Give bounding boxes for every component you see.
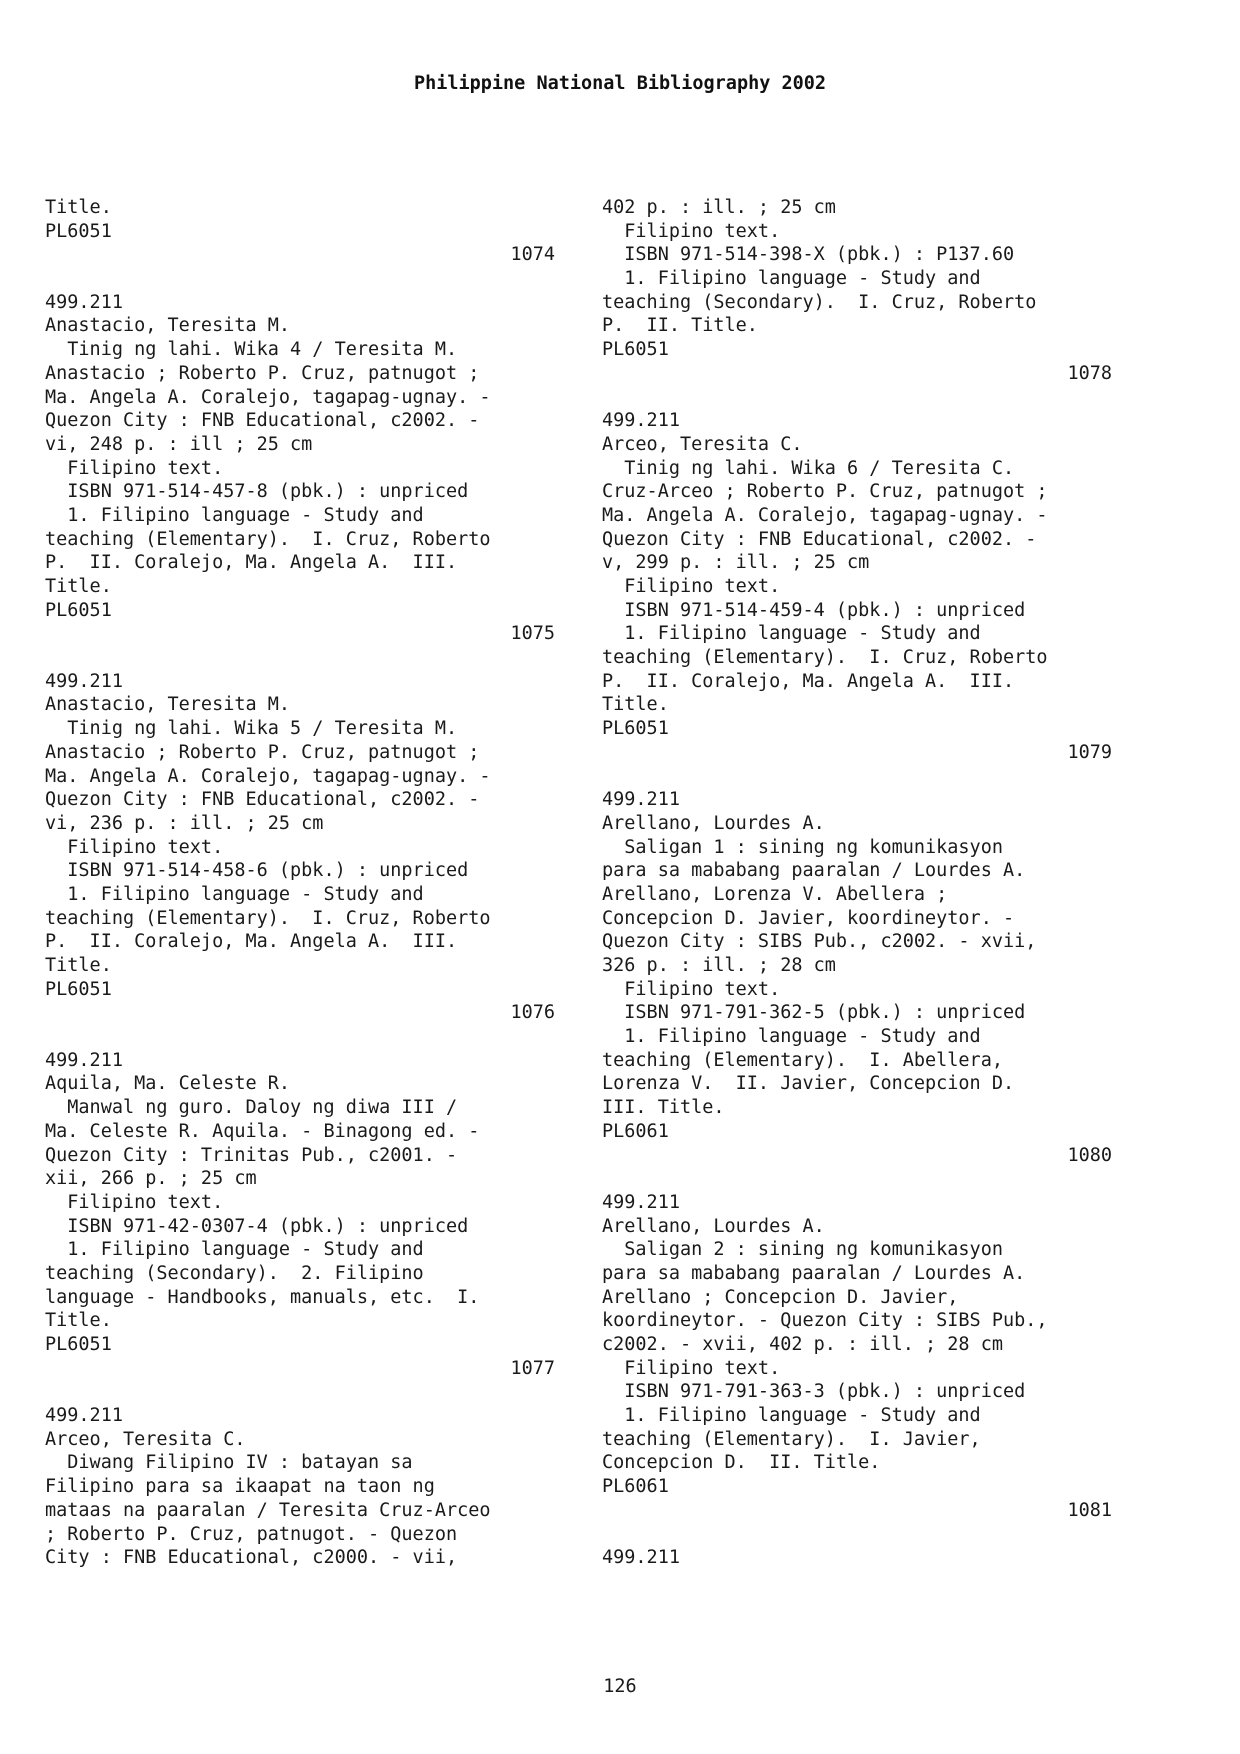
bibliographic-line: Anastacio, Teresita M.	[45, 315, 291, 337]
bibliographic-line: teaching (Secondary). 2. Filipino	[45, 1262, 424, 1284]
bibliographic-line: PL6051	[602, 339, 669, 361]
bibliographic-line: teaching (Elementary). I. Abellera,	[602, 1049, 1003, 1071]
bibliographic-line: 499.211	[602, 789, 680, 811]
bibliographic-line: koordineytor. - Quezon City : SIBS Pub.,	[602, 1310, 1048, 1332]
bibliographic-line: P. II. Coralejo, Ma. Angela A. III.	[45, 931, 458, 953]
bibliographic-line: c2002. - xvii, 402 p. : ill. ; 28 cm	[602, 1334, 1003, 1355]
blank-line	[602, 1523, 1112, 1547]
bibliographic-line: ISBN 971-514-398-X (pbk.) : P137.60	[602, 244, 1015, 266]
blank-line	[45, 267, 555, 291]
bibliographic-line: Filipino text.	[45, 1191, 224, 1213]
bibliographic-line: v, 299 p. : ill. ; 25 cm	[602, 552, 870, 574]
bibliographic-line: Quezon City : Trinitas Pub., c2001. -	[45, 1144, 458, 1166]
blank-line	[602, 1167, 1112, 1191]
bibliographic-line: Arceo, Teresita C.	[602, 433, 803, 455]
bibliographic-line: language - Handbooks, manuals, etc. I.	[45, 1286, 480, 1308]
bibliographic-line: P. II. Coralejo, Ma. Angela A. III.	[602, 670, 1015, 692]
bibliographic-line: ISBN 971-514-457-8 (pbk.) : unpriced	[45, 481, 469, 503]
entry-number: 1075	[510, 623, 555, 645]
bibliographic-line: 1. Filipino language - Study and	[45, 883, 424, 905]
bibliographic-line: 1. Filipino language - Study and	[602, 1026, 981, 1048]
bibliographic-line: Cruz-Arceo ; Roberto P. Cruz, patnugot ;	[602, 481, 1048, 503]
bibliographic-line: 326 p. : ill. ; 28 cm	[602, 955, 836, 976]
bibliographic-line: PL6051	[45, 599, 112, 621]
bibliographic-line: Arellano ; Concepcion D. Javier,	[602, 1286, 959, 1308]
bibliographic-line: ISBN 971-791-363-3 (pbk.) : unpriced	[602, 1381, 1026, 1403]
bibliographic-line: ISBN 971-514-459-4 (pbk.) : unpriced	[602, 599, 1026, 621]
bibliographic-line: Filipino text.	[45, 836, 224, 858]
bibliographic-line: 499.211	[602, 410, 680, 432]
blank-line	[45, 1380, 555, 1404]
left-column	[45, 196, 555, 1570]
bibliographic-line: Title.	[45, 197, 112, 218]
page-number: 126	[603, 1676, 637, 1697]
bibliographic-line: teaching (Elementary). I. Javier,	[602, 1428, 981, 1450]
bibliographic-line: Saligan 1 : sining ng komunikasyon	[602, 836, 1003, 858]
bibliographic-line: Title.	[602, 694, 669, 716]
bibliographic-line: Quezon City : SIBS Pub., c2002. - xvii,	[602, 931, 1037, 953]
bibliographic-line: Ma. Angela A. Coralejo, tagapag-ugnay. -	[45, 386, 491, 408]
entry-number: 1078	[1067, 362, 1112, 384]
bibliographic-line: Arellano, Lourdes A.	[602, 812, 825, 834]
bibliographic-line: Filipino text.	[602, 220, 781, 242]
bibliographic-line: 1. Filipino language - Study and	[602, 1405, 981, 1427]
bibliographic-line: Tinig ng lahi. Wika 4 / Teresita M.	[45, 339, 458, 361]
bibliographic-line: Tinig ng lahi. Wika 6 / Teresita C.	[602, 457, 1015, 479]
bibliographic-line: ISBN 971-514-458-6 (pbk.) : unpriced	[45, 860, 469, 882]
bibliographic-line: P. II. Coralejo, Ma. Angela A. III.	[45, 552, 458, 574]
bibliographic-line: Quezon City : FNB Educational, c2002. -	[45, 789, 480, 811]
bibliographic-line: Filipino text.	[602, 978, 781, 1000]
bibliographic-line: PL6051	[45, 220, 112, 242]
bibliographic-line: Concepcion D. II. Title.	[602, 1452, 881, 1474]
bibliographic-line: Tinig ng lahi. Wika 5 / Teresita M.	[45, 718, 458, 740]
bibliographic-line: teaching (Elementary). I. Cruz, Roberto	[45, 528, 491, 550]
bibliographic-line: para sa mababang paaralan / Lourdes A.	[602, 860, 1026, 882]
bibliographic-line: Arellano, Lorenza V. Abellera ;	[602, 883, 948, 905]
bibliographic-line: Filipino text.	[602, 576, 781, 597]
bibliographic-line: 1. Filipino language - Study and	[45, 1239, 424, 1261]
right-column	[602, 196, 1112, 1570]
bibliographic-line: Concepcion D. Javier, koordineytor. -	[602, 907, 1015, 929]
bibliographic-line: Filipino text.	[602, 1357, 781, 1379]
bibliographic-line: Quezon City : FNB Educational, c2002. -	[45, 410, 480, 432]
bibliographic-line: mataas na paaralan / Teresita Cruz-Arceo	[45, 1499, 491, 1521]
bibliographic-line: Anastacio ; Roberto P. Cruz, patnugot ;	[45, 741, 480, 763]
bibliographic-line: Anastacio, Teresita M.	[45, 694, 291, 716]
bibliographic-line: Ma. Celeste R. Aquila. - Binagong ed. -	[45, 1120, 480, 1142]
bibliographic-line: 499.211	[45, 670, 123, 692]
bibliographic-line: PL6051	[602, 718, 669, 740]
bibliographic-line: ; Roberto P. Cruz, patnugot. - Quezon	[45, 1523, 458, 1545]
bibliographic-line: PL6061	[602, 1120, 669, 1142]
bibliographic-line: teaching (Secondary). I. Cruz, Roberto	[602, 291, 1037, 313]
bibliographic-line: 1. Filipino language - Study and	[602, 268, 981, 290]
blank-line	[45, 1025, 555, 1049]
bibliographic-line: Lorenza V. II. Javier, Concepcion D.	[602, 1073, 1015, 1095]
bibliographic-line: Filipino text.	[45, 457, 224, 479]
bibliographic-line: PL6051	[45, 978, 112, 1000]
bibliographic-line: vi, 248 p. : ill ; 25 cm	[45, 433, 313, 455]
bibliographic-line: Arceo, Teresita C.	[45, 1428, 246, 1450]
bibliographic-line: Anastacio ; Roberto P. Cruz, patnugot ;	[45, 362, 480, 384]
bibliographic-line: Ma. Angela A. Coralejo, tagapag-ugnay. -	[602, 504, 1048, 526]
page-title: Philippine National Bibliography 2002	[413, 73, 827, 94]
bibliographic-line: 1. Filipino language - Study and	[602, 623, 981, 645]
bibliographic-line: Saligan 2 : sining ng komunikasyon	[602, 1239, 1003, 1261]
bibliographic-line: 499.211	[45, 1405, 123, 1427]
bibliographic-line: P. II. Title.	[602, 315, 758, 337]
entry-number: 1080	[1067, 1144, 1112, 1166]
bibliographic-line: vi, 236 p. : ill. ; 25 cm	[45, 812, 324, 834]
bibliographic-line: 499.211	[45, 291, 123, 313]
bibliographic-line: para sa mababang paaralan / Lourdes A.	[602, 1262, 1026, 1284]
bibliographic-line: Arellano, Lourdes A.	[602, 1215, 825, 1237]
bibliographic-line: ISBN 971-42-0307-4 (pbk.) : unpriced	[45, 1215, 469, 1237]
entry-number: 1081	[1067, 1499, 1112, 1521]
entry-number: 1077	[510, 1357, 555, 1379]
bibliographic-line: PL6061	[602, 1476, 669, 1498]
bibliographic-line: Manwal ng guro. Daloy ng diwa III /	[45, 1097, 458, 1119]
bibliographic-line: teaching (Elementary). I. Cruz, Roberto	[45, 907, 491, 929]
entry-number: 1076	[510, 1002, 555, 1024]
bibliographic-line: 402 p. : ill. ; 25 cm	[602, 197, 836, 218]
entry-number: 1079	[1067, 741, 1112, 763]
bibliographic-line: Ma. Angela A. Coralejo, tagapag-ugnay. -	[45, 765, 491, 787]
bibliographic-line: Filipino para sa ikaapat na taon ng	[45, 1476, 435, 1498]
bibliographic-line: City : FNB Educational, c2000. - vii,	[45, 1547, 458, 1569]
bibliographic-line: xii, 266 p. ; 25 cm	[45, 1168, 257, 1190]
bibliographic-line: ISBN 971-791-362-5 (pbk.) : unpriced	[602, 1002, 1026, 1024]
blank-line	[45, 646, 555, 670]
bibliographic-line: Title.	[45, 1310, 112, 1332]
entry-number: 1074	[510, 244, 555, 266]
bibliographic-line: 499.211	[45, 1049, 123, 1071]
bibliographic-line: Title.	[45, 576, 112, 597]
blank-line	[602, 765, 1112, 789]
bibliographic-line: Title.	[45, 955, 112, 976]
bibliographic-line: Diwang Filipino IV : batayan sa	[45, 1452, 413, 1474]
bibliographic-line: 499.211	[602, 1547, 680, 1569]
bibliographic-line: 1. Filipino language - Study and	[45, 504, 424, 526]
bibliographic-line: PL6051	[45, 1334, 112, 1355]
bibliographic-line: Quezon City : FNB Educational, c2002. -	[602, 528, 1037, 550]
bibliographic-line: Aquila, Ma. Celeste R.	[45, 1073, 291, 1095]
bibliographic-line: 499.211	[602, 1191, 680, 1213]
bibliographic-line: III. Title.	[602, 1097, 725, 1119]
blank-line	[602, 386, 1112, 410]
bibliographic-line: teaching (Elementary). I. Cruz, Roberto	[602, 647, 1048, 669]
